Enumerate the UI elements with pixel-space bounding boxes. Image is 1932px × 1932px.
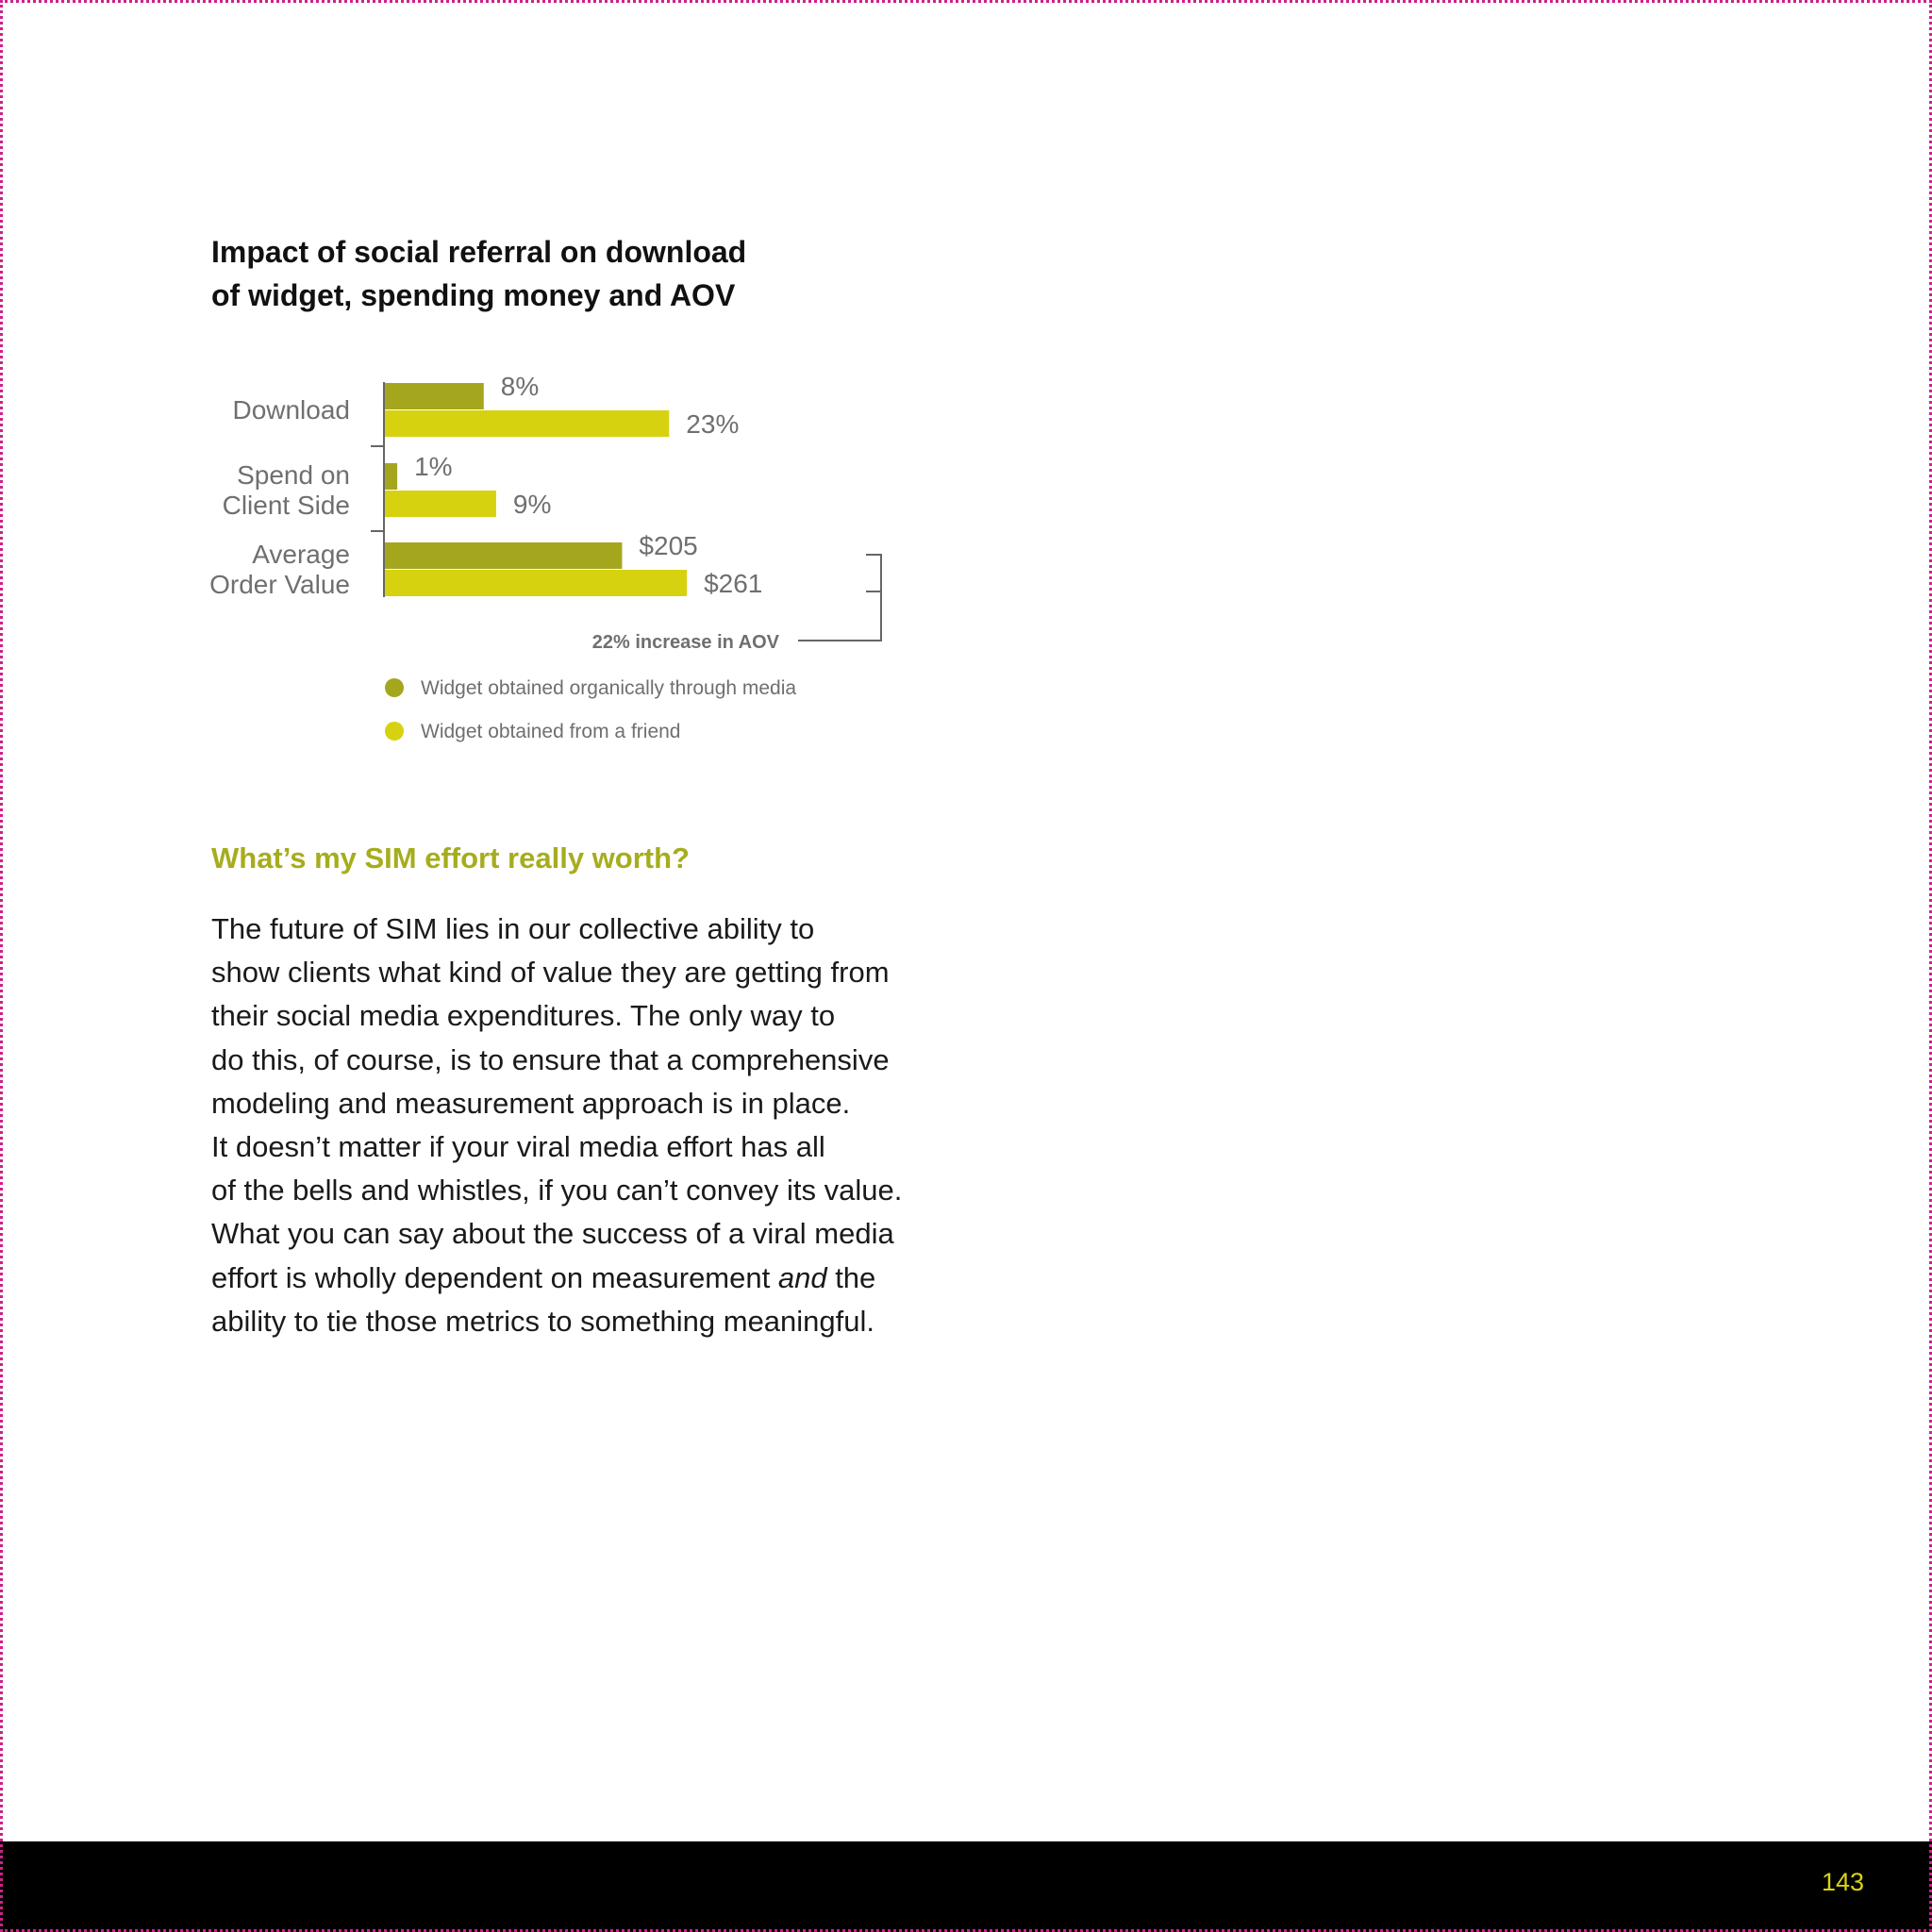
legend-swatch (385, 678, 404, 697)
bar (385, 463, 397, 490)
body-line: modeling and measurement approach is in place. (211, 1086, 851, 1120)
category-label: Average (252, 540, 350, 569)
chart-title-line: Impact of social referral on download (211, 235, 747, 269)
body-line: What you can say about the success of a viral media (211, 1217, 894, 1251)
bar (385, 410, 669, 437)
category-label: Order Value (209, 570, 350, 599)
bar (385, 542, 622, 569)
aov-annotation: 22% increase in AOV (591, 632, 779, 653)
bar-chart (0, 0, 943, 774)
body-line: of the bells and whistles, if you can’t convey its value. (211, 1174, 903, 1208)
aov-bracket (798, 555, 881, 641)
body-paragraph (211, 908, 1060, 1343)
page-number: 143 (1821, 1868, 1864, 1896)
legend-swatch (385, 722, 404, 741)
data-label: 1% (414, 452, 453, 481)
category-label: Client Side (222, 491, 350, 520)
body-line: The future of SIM lies in our collective ability to (211, 912, 815, 945)
body-line: It doesn’t matter if your viral media effort has all (211, 1130, 825, 1164)
body-line: ability to tie those metrics to something meaningful. (211, 1304, 875, 1338)
body-line: their social media expenditures. The only way to (211, 999, 836, 1033)
section-heading: What’s my SIM effort really worth? (211, 841, 690, 874)
data-label: 23% (686, 409, 740, 439)
category-label: Download (232, 395, 350, 425)
legend-label: Widget obtained organically through media (421, 677, 797, 699)
body-line: show clients what kind of value they are getting from (211, 956, 890, 990)
body-line: do this, of course, is to ensure that a comprehensive (211, 1042, 890, 1076)
bar (385, 491, 496, 517)
body-emphasis: and (777, 1260, 827, 1294)
bar (385, 383, 484, 409)
data-label: 9% (512, 490, 552, 519)
body-line: effort is wholly dependent on measurement and the (211, 1260, 876, 1294)
footer-bar (0, 1841, 1932, 1932)
data-label: $205 (639, 531, 698, 560)
chart-title-line: of widget, spending money and AOV (211, 278, 736, 312)
legend-label: Widget obtained from a friend (421, 721, 681, 742)
bar (385, 570, 687, 596)
category-label: Spend on (237, 460, 350, 490)
data-label: $261 (704, 569, 763, 598)
data-label: 8% (500, 372, 540, 401)
